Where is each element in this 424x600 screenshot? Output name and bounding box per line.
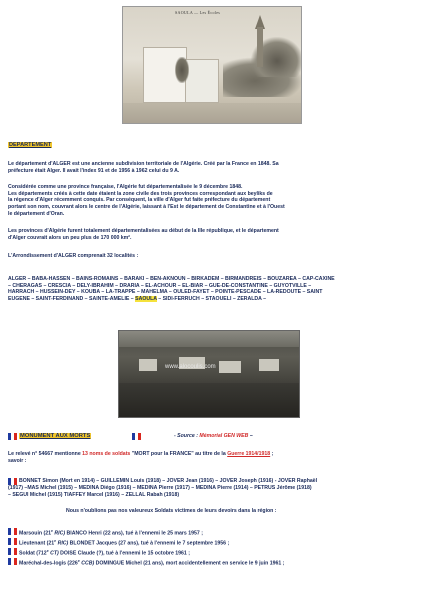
source-credit: - Source : Mémorial GEN WEB –: [174, 433, 253, 439]
photo-watermark: www.alocoulis.com: [165, 364, 216, 370]
french-flag-icon: [132, 433, 141, 440]
releve-line-2: savoir :: [8, 457, 27, 464]
photo-building: [219, 361, 241, 373]
paragraph-line: Les départements créés à cette date étaient la zone civile des trois provinces correspondant aux beyliks de: [8, 190, 273, 197]
french-flag-icon: [8, 558, 17, 565]
source-link[interactable]: Mémorial GEN WEB: [199, 433, 249, 439]
paragraph-line: Les provinces d'Algérie furent totalement départementalisées au début de la IIIe république, et le département: [8, 228, 279, 234]
section-heading-monument: MONUMENT AUX MORTS: [20, 433, 91, 439]
names-list-cont: [8, 485, 422, 498]
paragraph-line: Considérée comme une province française, l'Algérie fut départementalisée le 9 décembre 1848.: [8, 184, 243, 190]
paragraph-intro-line-1: Le département d'ALGER est une ancienne subdivision territoriale de l'Algérie. Créé par la France en 1848. Sa: [8, 161, 279, 167]
postcard-photo-saoula-schools: [122, 6, 302, 124]
photo-school-annex: [185, 59, 219, 103]
french-flag-icon: [8, 548, 17, 555]
panorama-photo-saoula: [118, 330, 300, 418]
paragraph-provinces: [8, 228, 420, 241]
paragraph-line: d'Alger couvrait alors un peu plus de 170 000 km².: [8, 234, 132, 241]
highlight-saoula: SAOULA: [135, 296, 157, 303]
photo-road: [123, 103, 302, 124]
french-flag-icon: [8, 433, 17, 440]
paragraph-line: le département d'Oran.: [8, 210, 65, 217]
names-line: (1917) –MAS Michel (1915) – MEDINA Diégo (1916) – MEDINA Pierre (1917) – MEDINA Pierre (1914) – PETRUS Jérôme (1918): [8, 485, 312, 491]
photo-church-tower: [257, 27, 263, 67]
photo-sky: [119, 331, 300, 347]
paragraph-line: portant son nom, couvrant alors le centre de l'Algérie, laissant à l'Est le département de Constantine et à l'Ouest: [8, 204, 285, 211]
paragraph-line: la régence d'Alger récemment conquis. Par conséquent, la ville d'Alger fut faite préfecture du département: [8, 197, 271, 204]
names-line: BONNET Simon (Mort en 1914) – GUILLEMIN Louis (1918) – JOVER Jean (1916) – JOVER Joseph (1916) - JOVER Raphaël: [19, 478, 318, 484]
french-flag-icon: [8, 538, 17, 545]
names-line: – SEGUI Michel (1915) TIAFFEY Marcel (1916) – ZELLAL Rabah (1918): [8, 491, 180, 498]
releve-line-1: Le relevé n° 54667 mentionne 13 noms de soldats "MORT pour la FRANCE" au titre de la Guerre 1914/1918 ;: [8, 451, 274, 457]
releve-paragraph: [8, 451, 422, 464]
paragraph-intro: [8, 161, 418, 174]
remembrance-intro: Nous n'oublions pas nos valeureux Soldats victimes de leurs devoirs dans la région :: [66, 508, 277, 514]
photo-field: [119, 383, 300, 418]
photo-building: [259, 359, 279, 371]
localities-line: – CHERAGAS – CRESCIA – DELY-IBRAHIM – DRARIA – EL-ACHOUR – EL-BIAR – GUE-DE-CONSTANTINE – GUYOTVILLE –: [8, 282, 312, 289]
soldier-entry: Lieutenant (21e RIC) BLONDET Jacques (27 ans), tué à l'ennemi le 7 septembre 1956 ;: [19, 539, 230, 547]
localities-list: [8, 276, 422, 303]
photo-caption: SAOULA — Les Écoles: [175, 10, 221, 15]
localities-line: ALGER – BABA-HASSEN – BAINS-ROMAINS – BARAKI – BEN-AKNOUN – BIRKADEM – BIRMANDREIS – BOUZAREA – CAP-CAXINE: [8, 276, 335, 282]
localities-line: EUGENE – SAINT-FERDINAND – SAINTE-AMELIE – SAOULA – SIDI-FERRUCH – STAOUELI – ZERALDA –: [8, 296, 267, 303]
paragraph-departementalisation: [8, 184, 420, 218]
section-heading-departement: DEPARTEMENT: [9, 142, 52, 148]
photo-building: [139, 359, 157, 371]
arrondissement-intro: L'Arrondissement d'ALGER comprenait 32 localités :: [8, 253, 139, 259]
names-list: [19, 478, 419, 485]
soldier-entry: Marsouin (21e RIC) BIANCO Henri (22 ans), tué à l'ennemi le 25 mars 1957 ;: [19, 529, 203, 537]
photo-tree: [175, 57, 189, 83]
french-flag-icon: [8, 528, 17, 535]
french-flag-icon: [8, 478, 17, 485]
paragraph-intro-line-2: préfecture était Alger. Il avait l'index 91 et de 1956 à 1962 celui du 9 A.: [8, 167, 180, 174]
soldier-entry: Maréchal-des-logis (226e CCB) DOMINGUE Michel (21 ans), mort accidentellement en service le 9 juin 1961 ;: [19, 559, 285, 567]
soldier-entry: Soldat (712e CT) DOISE Claude (?), tué à l'ennemi le 15 octobre 1961 ;: [19, 549, 190, 557]
localities-line: HARRACH – HUSSEIN-DEY – KOUBA – LA-TRAPPE – MAHELMA – OULED-FAYET – POINTE-PESCADE – LA-REDOUTE – SAINT: [8, 289, 323, 296]
